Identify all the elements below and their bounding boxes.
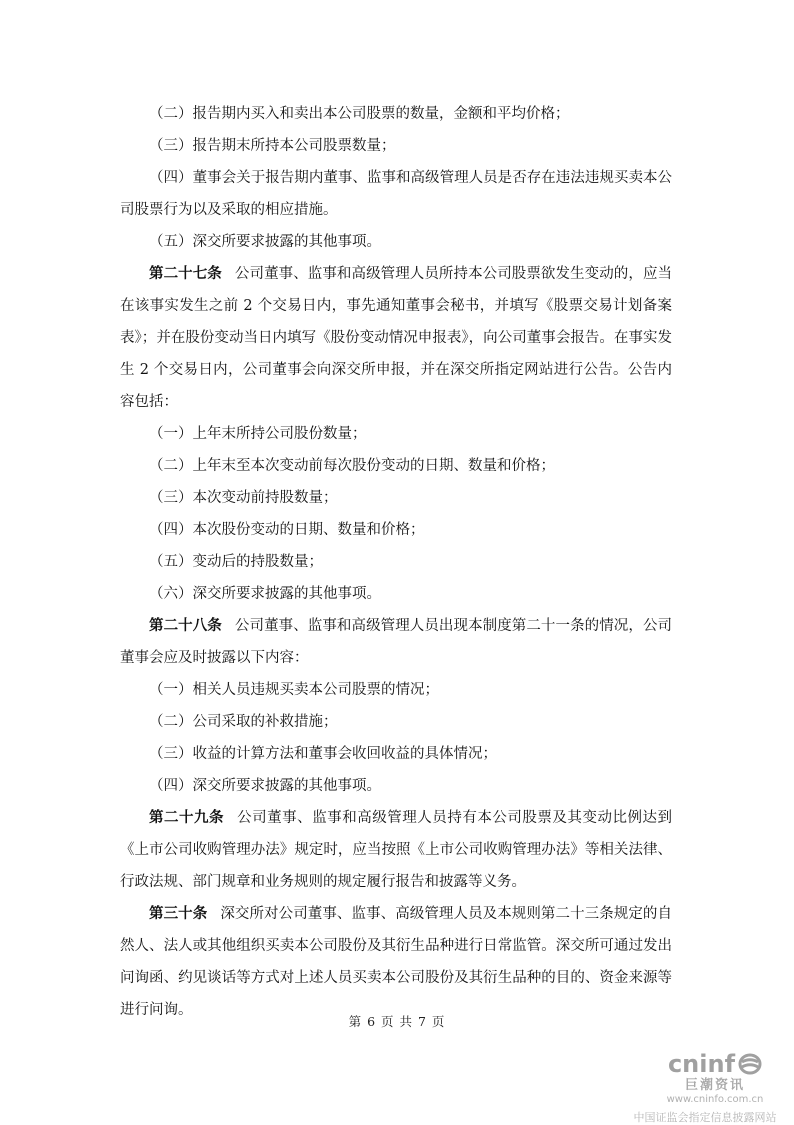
- paragraph-text: （一）上年末所持公司股份数量；: [149, 426, 367, 442]
- paragraph-text: （二）上年末至本次变动前每次股份变动的日期、数量和价格；: [149, 458, 555, 474]
- paragraph-text: （三）本次变动前持股数量；: [149, 490, 338, 506]
- paragraph: [120, 578, 672, 610]
- cninfo-swirl-icon: [738, 1053, 762, 1075]
- article-number: 第二十七条: [149, 266, 222, 282]
- paragraph: [120, 706, 672, 738]
- paragraph-text: 深交所对公司董事、监事、高级管理人员及本规则第二十三条规定的自然人、法人或其他组织买卖本公司股份及其衍生品种进行日常监管。深交所可通过发出问询函、约见谈话等方式对上述人员买卖本公司股份及其衍生品种的目的、资金来源等进行问询。: [120, 906, 673, 1018]
- paragraph-text: （四）本次股份变动的日期、数量和价格；: [149, 522, 425, 538]
- paragraph: [120, 738, 672, 770]
- paragraph-text: （一）相关人员违规买卖本公司股票的情况；: [149, 682, 439, 698]
- paragraph: [120, 226, 672, 258]
- paragraph: [120, 610, 672, 674]
- paragraph-text: 公司董事、监事和高级管理人员出现本制度第二十一条的情况，公司董事会应及时披露以下内容：: [120, 618, 673, 666]
- paragraph: [120, 162, 672, 226]
- cninfo-cn-name: 巨潮资讯: [684, 1078, 745, 1093]
- paragraph: [120, 898, 672, 1026]
- cninfo-watermark: [630, 1050, 780, 1125]
- paragraph-text: 公司董事、监事和高级管理人员所持本公司股票欲发生变动的，应当在该事实发生之前 2 个交易日内，事先通知董事会秘书，并填写《股票交易计划备案表》；并在股份变动当日内填写《股份变动情况申报表》，向公司董事会报告。在事实发生 2 个交易日内，公司董事会向深交所申报，并在深交所指定网站进行公告。公告内容包括：: [120, 266, 673, 410]
- paragraph: [120, 546, 672, 578]
- paragraph: [120, 98, 672, 130]
- paragraph-text: （五）变动后的持股数量；: [149, 554, 323, 570]
- article-number: 第二十八条: [149, 618, 222, 634]
- cninfo-url: www.cninfo.com.cn: [666, 1094, 764, 1105]
- paragraph-text: （三）报告期末所持本公司股票数量；: [149, 138, 396, 154]
- paragraph-text: （五）深交所要求披露的其他事项。: [149, 234, 381, 250]
- article-number: 第二十九条: [149, 810, 225, 826]
- paragraph: [120, 450, 672, 482]
- paragraph-text: （四）深交所要求披露的其他事项。: [149, 778, 381, 794]
- paragraph-text: 公司董事、监事和高级管理人员持有本公司股票及其变动比例达到《上市公司收购管理办法》规定时，应当按照《上市公司收购管理办法》等相关法律、行政法规、部门规章和业务规则的规定履行报告和披露等义务。: [120, 810, 673, 890]
- article-number: 第三十条: [149, 906, 208, 922]
- paragraph-text: （二）报告期内买入和卖出本公司股票的数量，金额和平均价格；: [149, 106, 570, 122]
- paragraph: [120, 514, 672, 546]
- paragraph: [120, 674, 672, 706]
- paragraph: [120, 258, 672, 418]
- document-body: [120, 98, 672, 1026]
- paragraph: [120, 770, 672, 802]
- paragraph: [120, 130, 672, 162]
- paragraph-text: （三）收益的计算方法和董事会收回收益的具体情况；: [149, 746, 497, 762]
- paragraph: [120, 802, 672, 898]
- page-number: 第 6 页 共 7 页: [348, 1014, 446, 1029]
- cninfo-logo-text: cninf: [667, 1050, 736, 1078]
- paragraph: [120, 418, 672, 450]
- paragraph-text: （四）董事会关于报告期内董事、监事和高级管理人员是否存在违法违规买卖本公司股票行为以及采取的相应措施。: [120, 170, 672, 218]
- paragraph-text: （二）公司采取的补救措施；: [149, 714, 338, 730]
- cninfo-tagline: 中国证监会指定信息披露网站: [633, 1111, 777, 1124]
- paragraph-text: （六）深交所要求披露的其他事项。: [149, 586, 381, 602]
- paragraph: [120, 482, 672, 514]
